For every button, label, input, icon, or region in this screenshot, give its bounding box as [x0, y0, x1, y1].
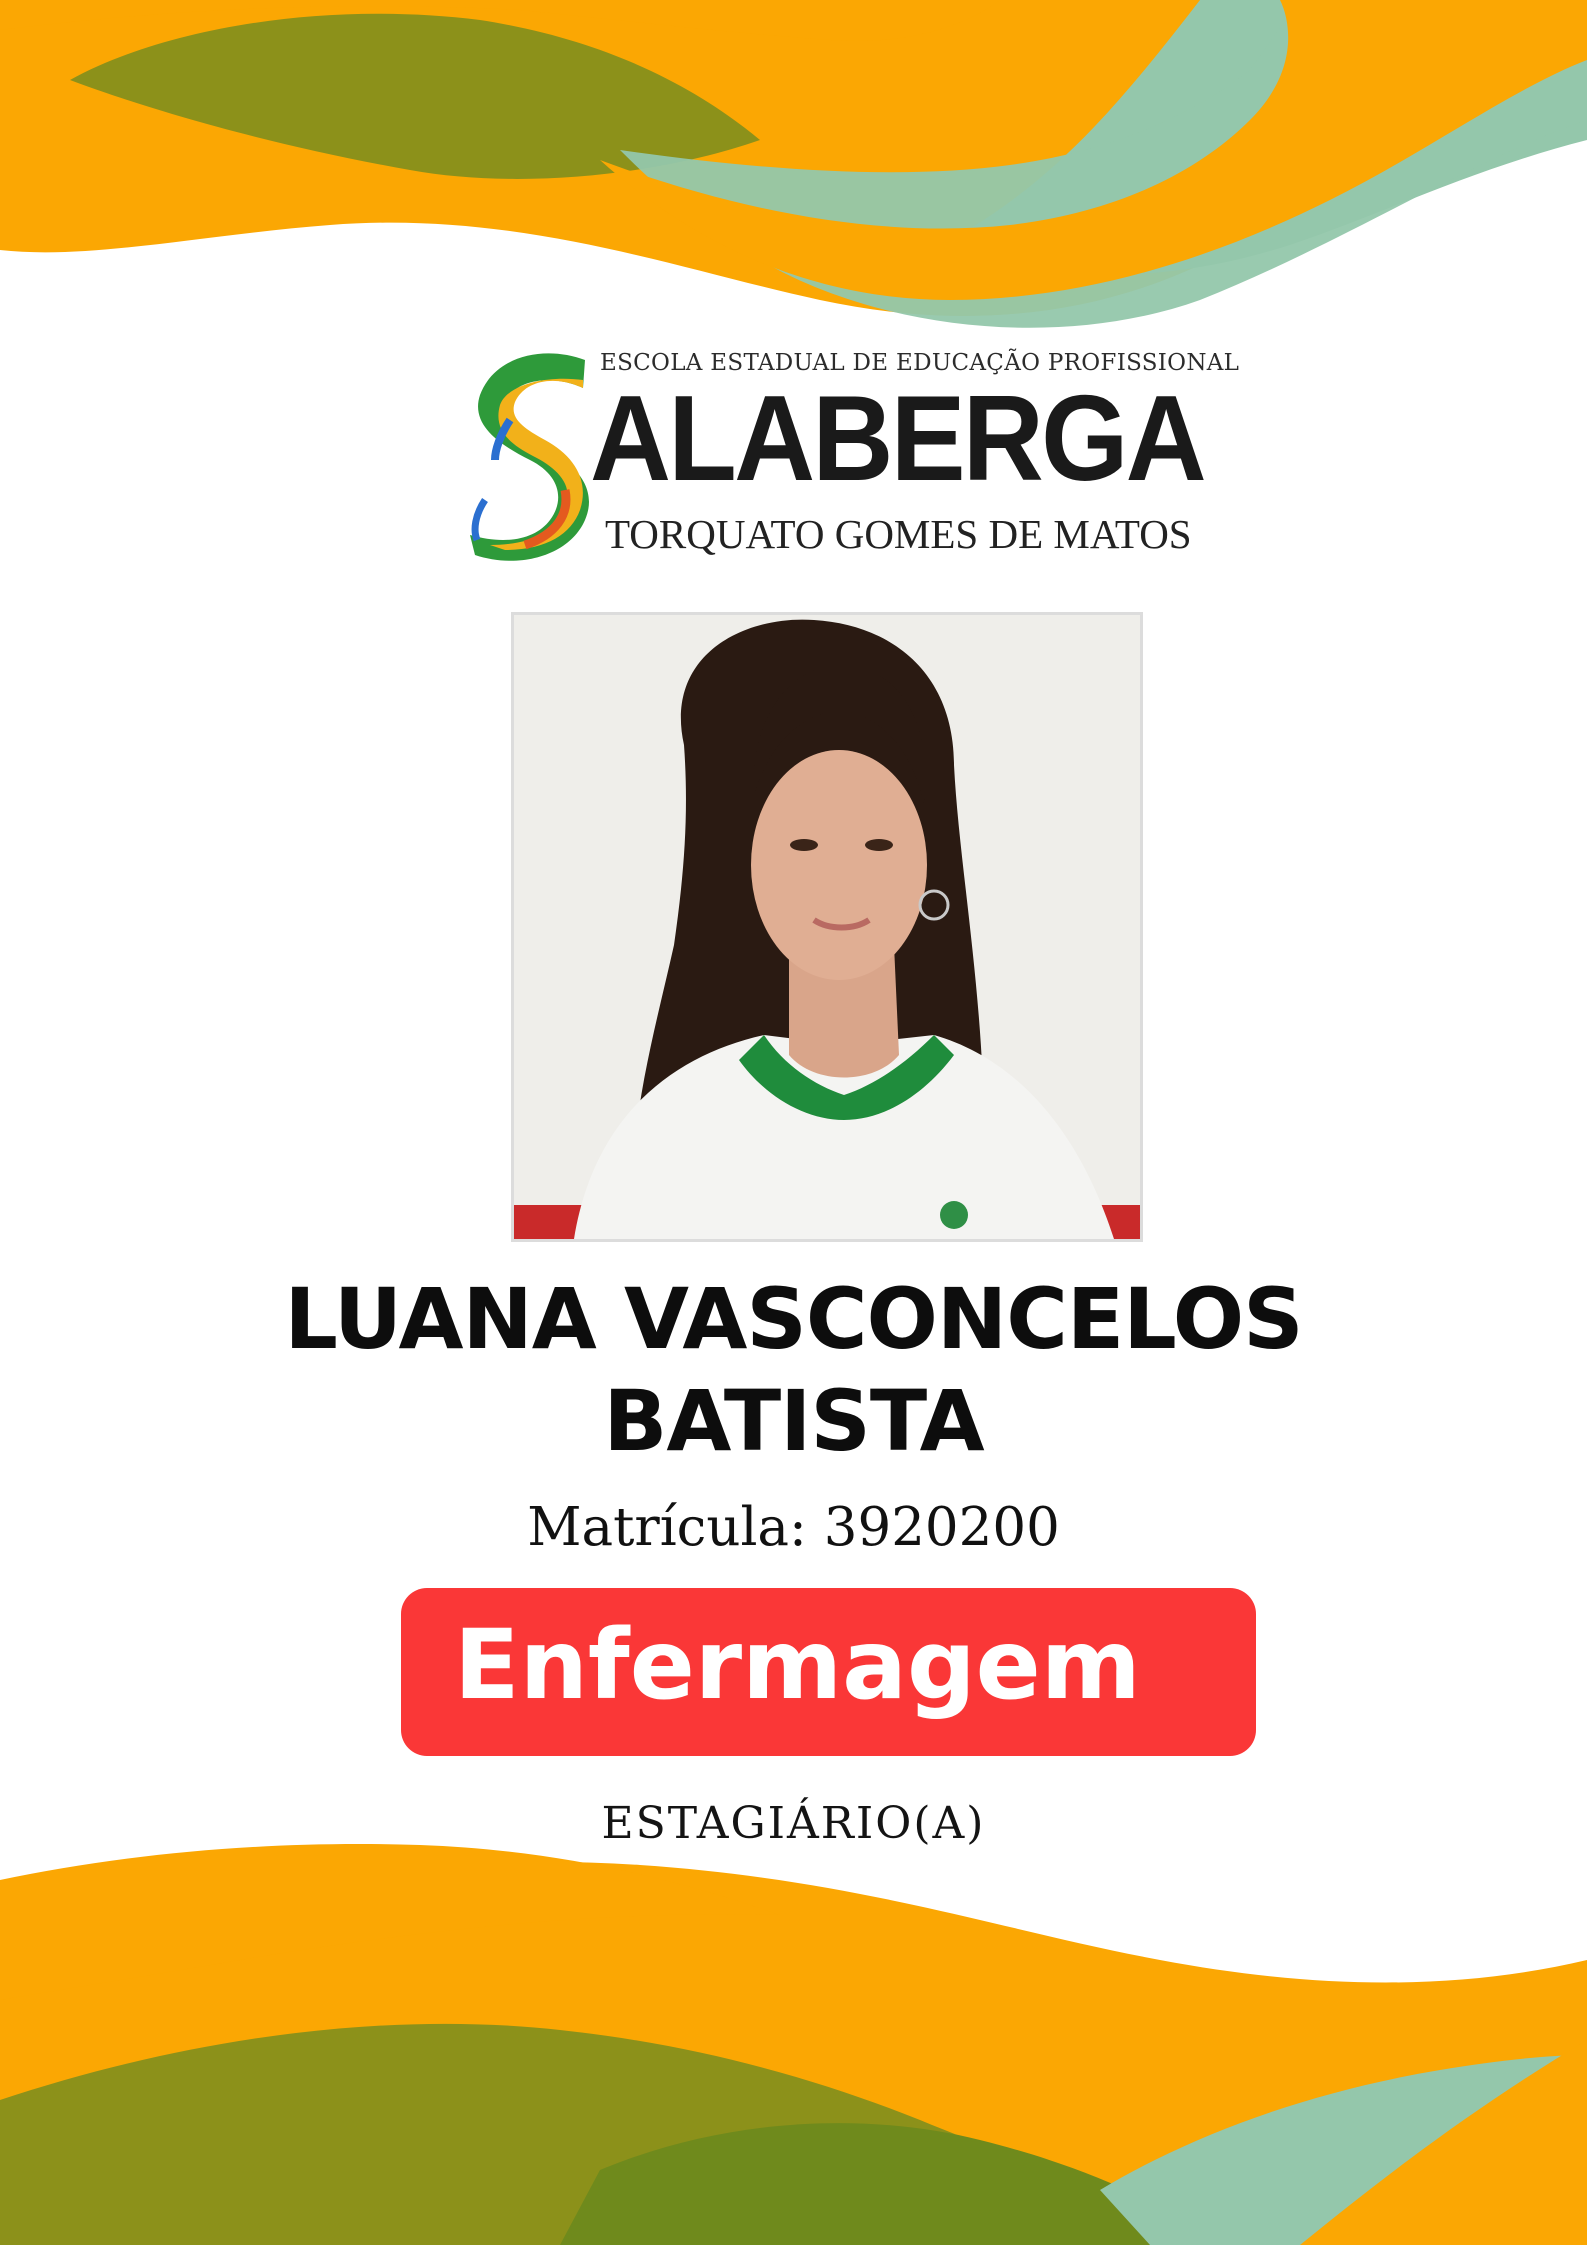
logo-bottom-line: TORQUATO GOMES DE MATOS: [605, 511, 1192, 557]
school-logo: [465, 340, 1240, 565]
enrollment-label: Matrícula:: [527, 1497, 807, 1558]
enrollment-number: 3920200: [823, 1497, 1060, 1558]
student-name-line2: BATISTA: [603, 1372, 984, 1470]
logo-school-name: ALABERGA: [590, 370, 1204, 506]
student-name: [0, 1268, 1587, 1472]
role-label: ESTAGIÁRIO(A): [601, 1798, 986, 1849]
course-badge: [401, 1588, 1256, 1756]
school-s-icon: [465, 340, 600, 565]
course-label: Enfermagem: [454, 1609, 1141, 1721]
student-name-line1: LUANA VASCONCELOS: [284, 1270, 1303, 1368]
student-photo: [511, 612, 1143, 1242]
enrollment: [0, 1497, 1587, 1558]
logo-top-line: ESCOLA ESTADUAL DE EDUCAÇÃO PROFISSIONAL: [600, 350, 1240, 376]
